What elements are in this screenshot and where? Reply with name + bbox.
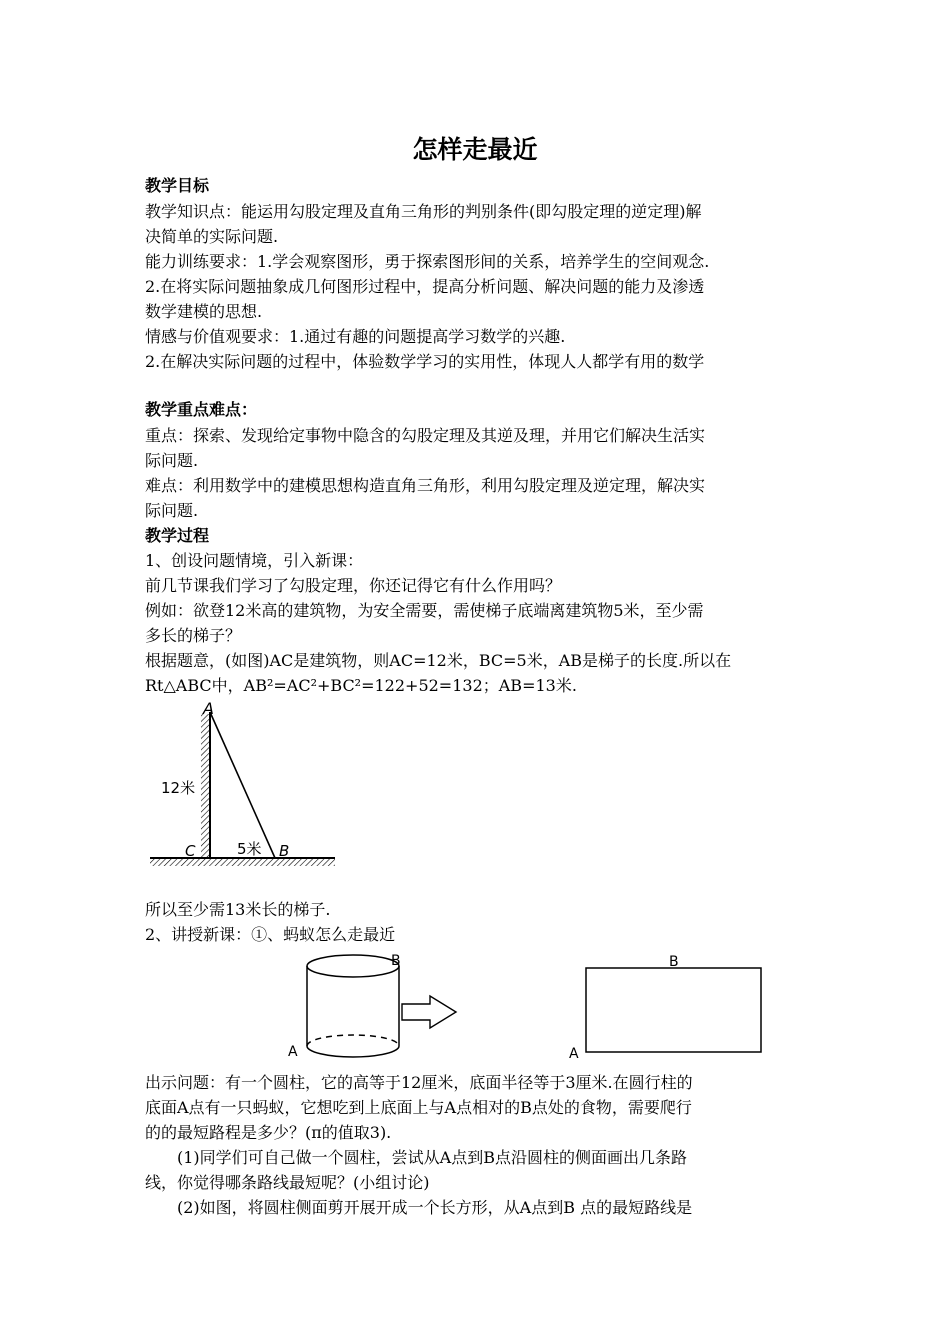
height-label: 12米 xyxy=(161,779,196,797)
question-1-line: 线，你觉得哪条路线最短呢？(小组讨论) xyxy=(145,1173,430,1192)
key-points-heading: 教学重点难点： xyxy=(145,400,258,419)
page-title: 怎样走最近 xyxy=(412,135,538,164)
objectives-line: 情感与价值观要求：1.通过有趣的问题提高学习数学的兴趣. xyxy=(145,327,566,346)
rectangle-point-a-label: A xyxy=(569,1046,579,1062)
process-line: 根据题意，(如图)AC是建筑物，则AC=12米，BC=5米，AB是梯子的长度.所以在 xyxy=(145,651,732,670)
objectives-heading: 教学目标 xyxy=(145,176,210,195)
after-figure-line: 所以至少需13米长的梯子. xyxy=(145,900,331,919)
unrolled-rectangle xyxy=(586,968,761,1052)
point-b-label: B xyxy=(279,842,290,860)
cylinder-top xyxy=(307,955,399,977)
cylinder-point-a-label: A xyxy=(288,1044,298,1060)
cylinder-figure xyxy=(280,948,800,1068)
arrow-right-icon xyxy=(402,996,456,1028)
problem-line: 出示问题：有一个圆柱，它的高等于12厘米，底面半径等于3厘米.在圆行柱的 xyxy=(145,1073,693,1092)
objectives-line: 2.在将实际问题抽象成几何图形过程中，提高分析问题、解决问题的能力及渗透 xyxy=(145,277,705,296)
process-line: Rt△ABC中，AB²=AC²+BC²=122+52=132；AB=13米. xyxy=(145,676,577,695)
base-label: 5米 xyxy=(237,840,262,858)
rectangle-point-b-label: B xyxy=(669,954,679,970)
objectives-line: 数学建模的思想. xyxy=(145,302,263,321)
key-points-line: 难点：利用数学中的建模思想构造直角三角形，利用勾股定理及逆定理，解决实 xyxy=(145,476,706,495)
objectives-line: 2.在解决实际问题的过程中，体验数学学习的实用性，体现人人都学有用的数学 xyxy=(145,352,705,371)
problem-line: 底面A点有一只蚂蚁，它想吃到上底面上与A点相对的B点处的食物，需要爬行 xyxy=(145,1098,692,1117)
question-1-line: (1)同学们可自己做一个圆柱，尝试从A点到B点沿圆柱的侧面画出几条路 xyxy=(177,1148,687,1167)
question-2-line: (2)如图，将圆柱侧面剪开展开成一个长方形，从A点到B 点的最短路线是 xyxy=(177,1198,693,1217)
objectives-line: 教学知识点：能运用勾股定理及直角三角形的判别条件(即勾股定理的逆定理)解 xyxy=(145,202,702,221)
cylinder-bottom-back xyxy=(307,1035,399,1046)
objectives-line: 决简单的实际问题. xyxy=(145,227,279,246)
process-line: 多长的梯子？ xyxy=(145,626,242,645)
point-a-label: A xyxy=(203,699,214,718)
ladder-figure xyxy=(145,698,345,870)
wall-hatch xyxy=(201,714,209,858)
objectives-line: 能力训练要求：1.学会观察图形，勇于探索图形间的关系，培养学生的空间观念. xyxy=(145,252,710,271)
problem-line: 的的最短路程是多少？(π的值取3). xyxy=(145,1123,392,1142)
process-line: 例如：欲登12米高的建筑物，为安全需要，需使梯子底端离建筑物5米，至少需 xyxy=(145,601,704,620)
key-points-line: 际问题. xyxy=(145,451,199,470)
cylinder-point-b-label: B xyxy=(391,953,401,969)
process-line: 前几节课我们学习了勾股定理，你还记得它有什么作用吗？ xyxy=(145,576,562,595)
after-figure-line: 2、讲授新课：①、蚂蚁怎么走最近 xyxy=(145,925,396,944)
key-points-line: 际问题. xyxy=(145,501,199,520)
ladder-line xyxy=(210,712,275,858)
process-line: 1、创设问题情境，引入新课： xyxy=(145,551,364,570)
ground-hatch xyxy=(150,858,335,866)
cylinder-bottom-front xyxy=(307,1046,399,1057)
process-heading: 教学过程 xyxy=(145,526,210,545)
key-points-line: 重点：探索、发现给定事物中隐含的勾股定理及其逆及理，并用它们解决生活实 xyxy=(145,426,706,445)
point-c-label: C xyxy=(185,842,196,860)
